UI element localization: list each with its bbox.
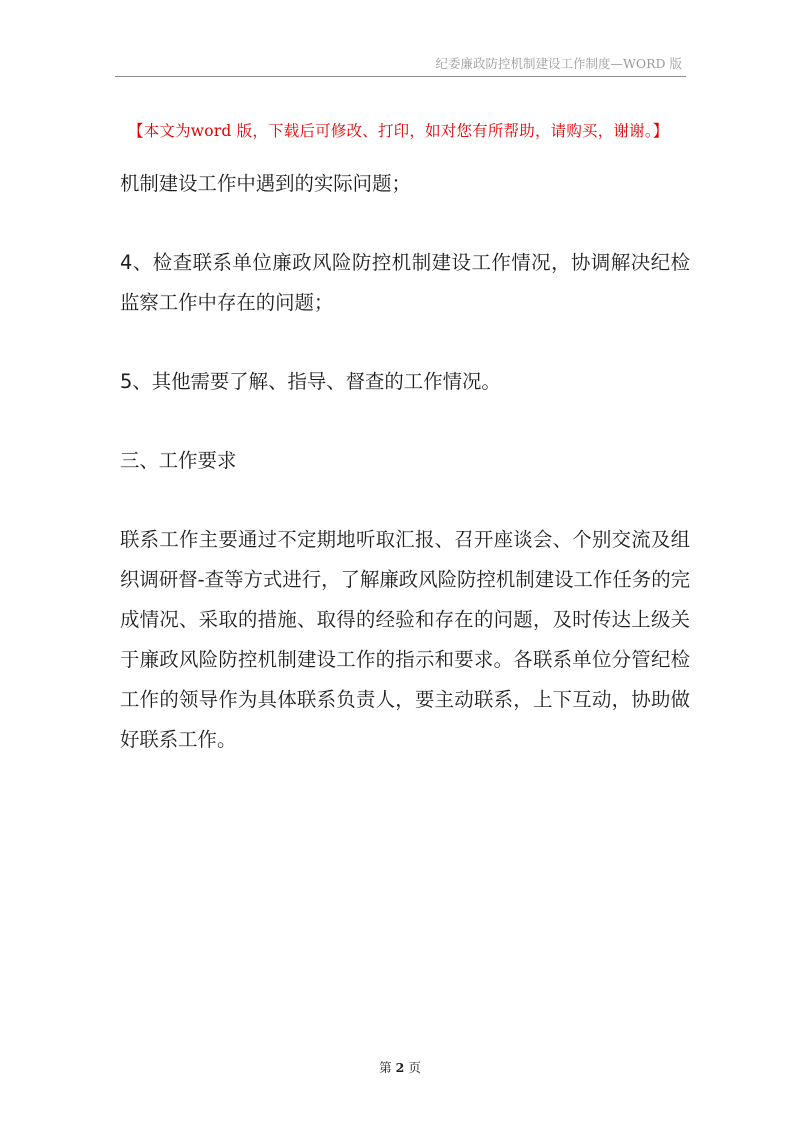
paragraph-item-4: 4、检查联系单位廉政风险防控机制建设工作情况，协调解决纪检监察工作中存在的问题；	[120, 251, 690, 314]
paragraph-requirements-body: 联系工作主要通过不定期地听取汇报、召开座谈会、个别交流及组织调研督-查等方式进行，了解廉政风险防控机制建设工作任务的完成情况、采取的措施、取得的经验和存在的问题，及时传达上级关于廉政风险防控机制建设工作的指示和要求。各联系单位分管纪检工作的领导作为具体联系负责人，要主动联系，上下互动，协助做好联系工作。	[120, 528, 690, 751]
section-heading-work-requirements: 三、工作要求	[120, 449, 237, 472]
paragraph-item-5: 5、其他需要了解、指导、督查的工作情况。	[120, 370, 501, 393]
download-notice: 【本文为word 版，下载后可修改、打印，如对您有所帮助，请购买，谢谢。】	[128, 122, 669, 140]
paragraph-continuation: 机制建设工作中遇到的实际问题；	[120, 172, 411, 195]
page-header	[115, 50, 686, 77]
header-title: 纪委廉政防控机制建设工作制度—WORD 版	[435, 56, 682, 71]
footer-suffix: 页	[408, 1060, 421, 1075]
page-number: 2	[395, 1060, 405, 1075]
page-footer	[0, 1058, 800, 1076]
footer-prefix: 第	[379, 1060, 392, 1075]
